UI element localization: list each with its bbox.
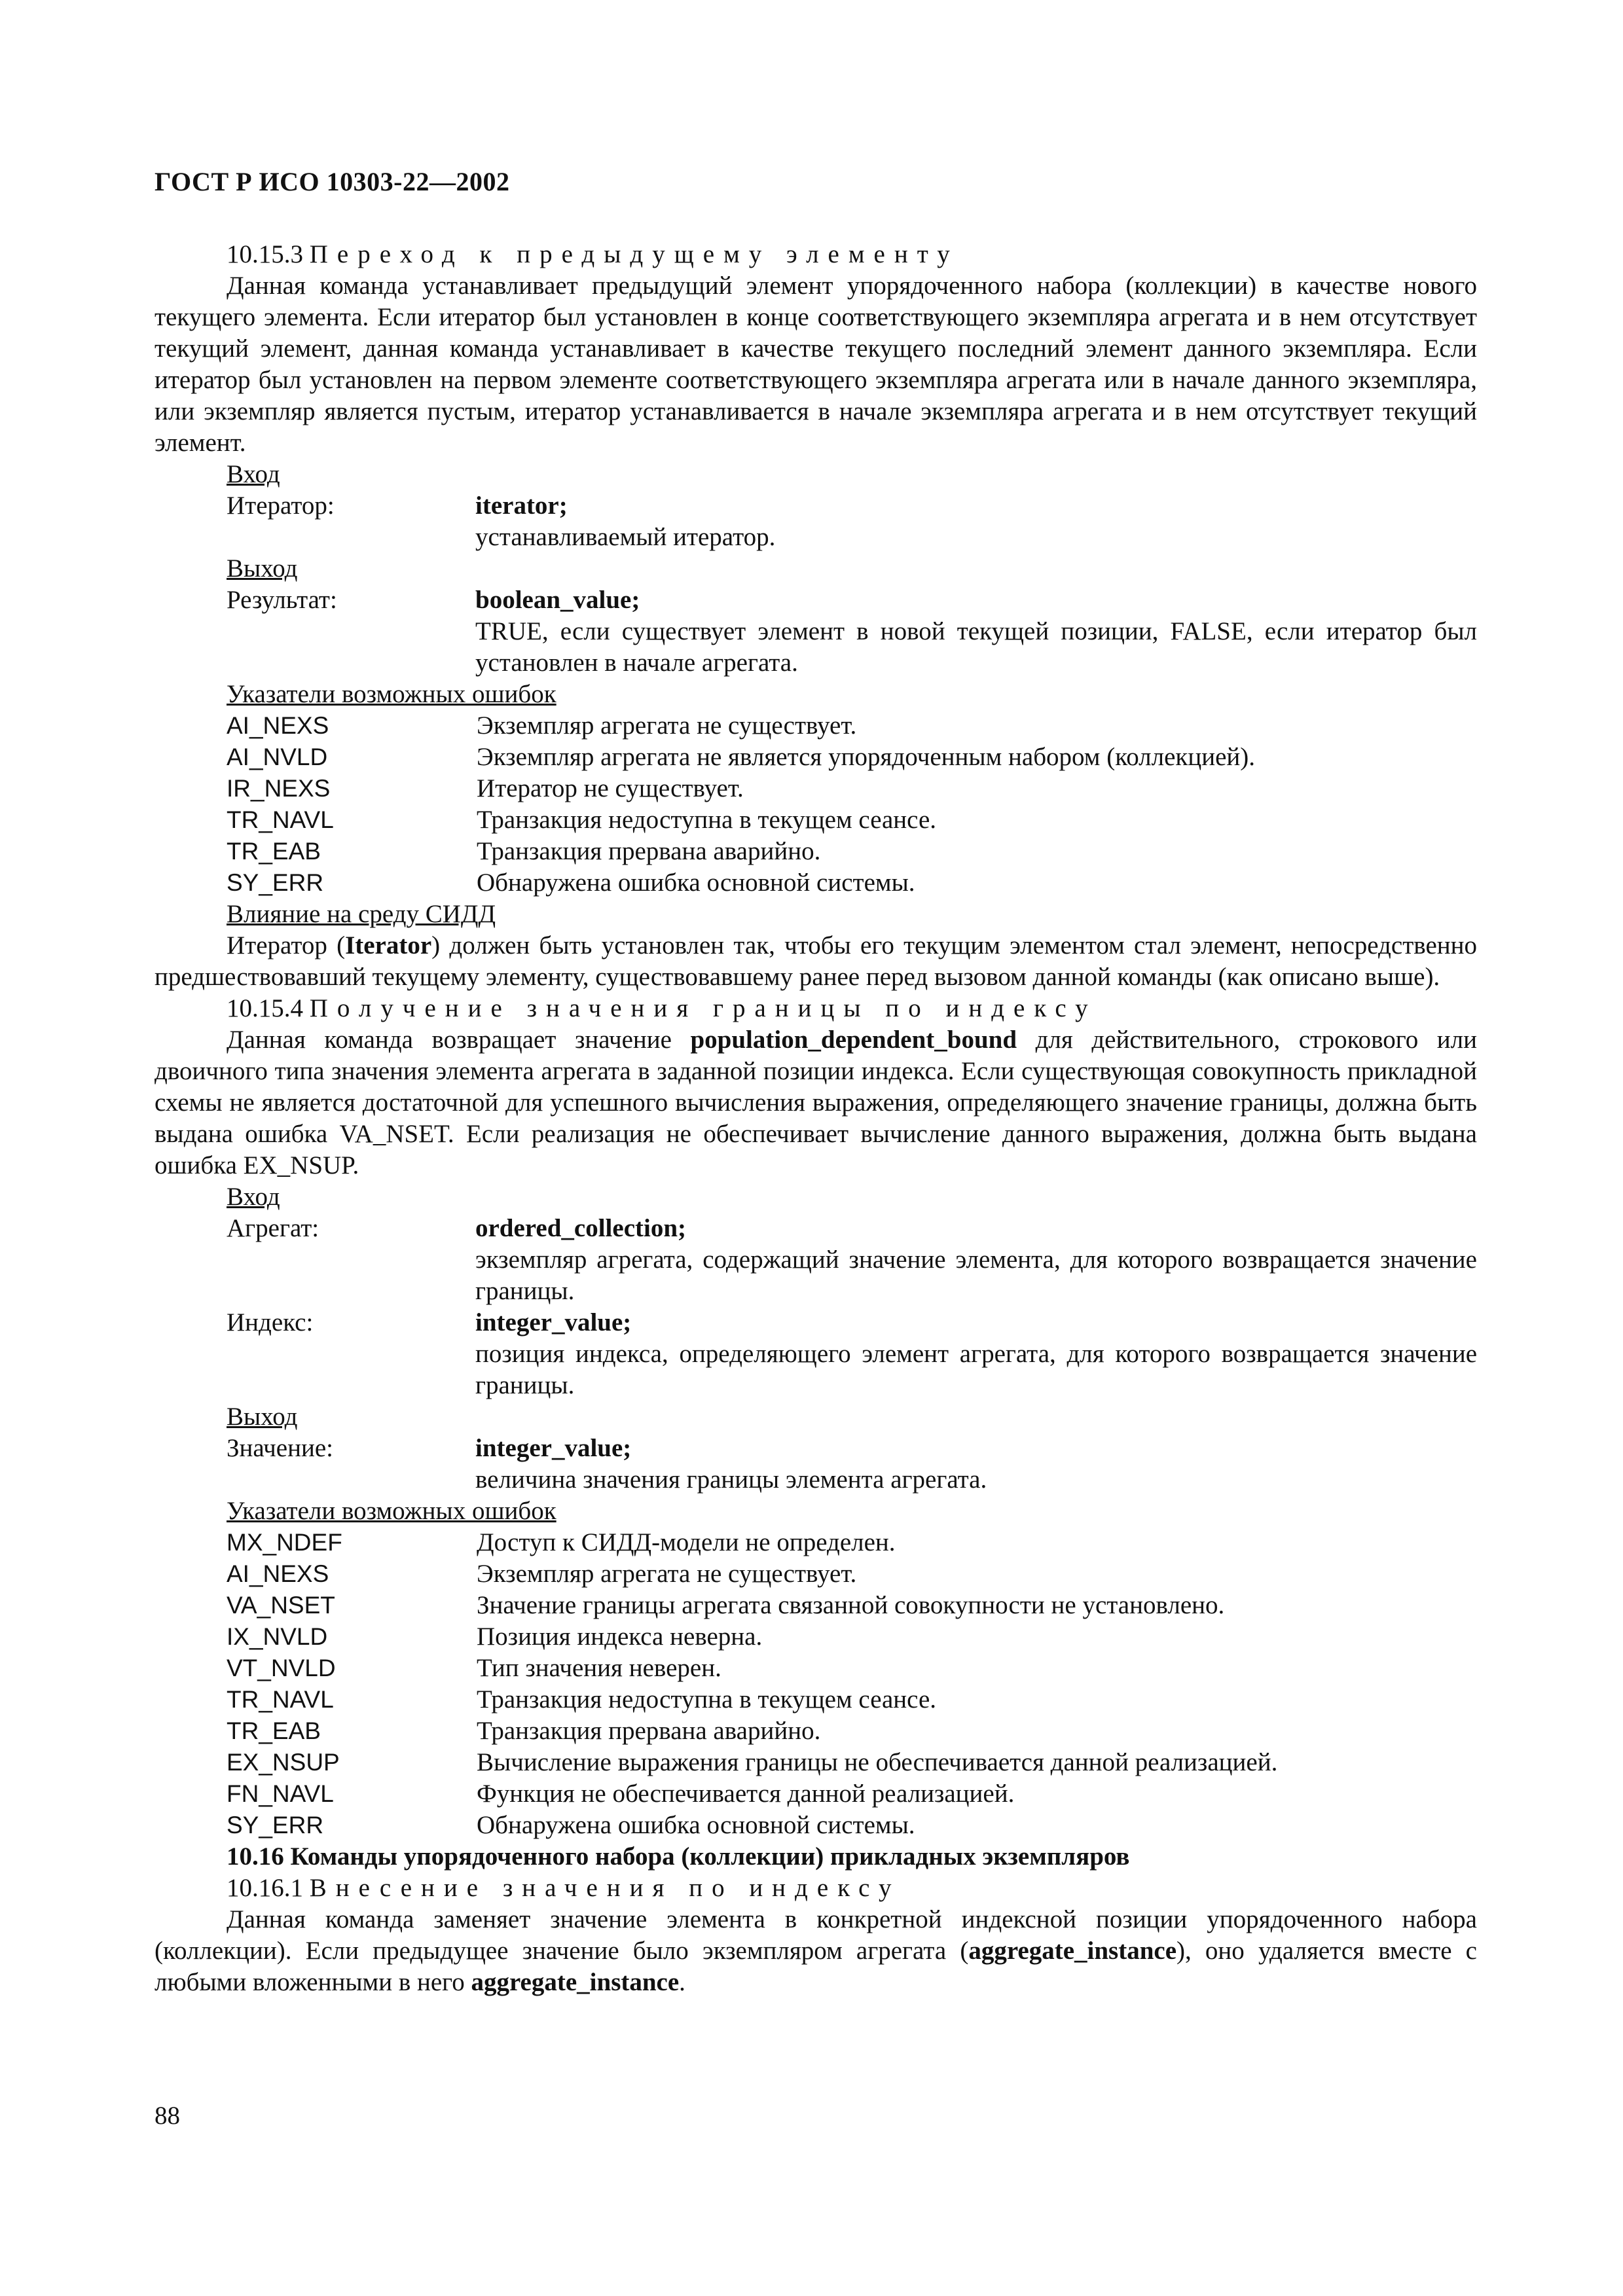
error-text: Экземпляр агрегата не существует. — [477, 1560, 857, 1588]
error-row — [227, 1590, 1477, 1621]
error-row — [227, 836, 1477, 867]
param-row — [227, 1213, 1477, 1307]
error-row — [227, 1527, 1477, 1558]
error-code: VT_NVLD — [227, 1655, 336, 1681]
error-row — [227, 867, 1477, 899]
section-body: Данная команда устанавливает предыдущий элемент упорядоченного набора (коллекции) в качестве нового текущего элемента. Если итератор был установлен в конце соответствующего экземпляра агрегата и в нем отсутствует текущий элемент, данная команда устанавливает в качестве текущего последний элемент данного экземпляра. Если итератор был установлен на первом элементе соответствующего экземпляра агрегата или в начале данного экземпляра, или экземпляр является пустым, итератор устанавливается в начале экземпляра агрегата и в нем отсутствует текущий элемент. — [155, 272, 1477, 457]
error-code: VA_NSET — [227, 1592, 335, 1619]
error-text: Функция не обеспечивается данной реализацией. — [477, 1780, 1015, 1808]
param-type: iterator; — [475, 492, 568, 520]
error-text: Транзакция недоступна в текущем сеансе. — [477, 806, 937, 834]
param-row — [227, 1433, 1477, 1496]
error-row — [227, 804, 1477, 836]
section-title: Получение значения границы по индексу — [309, 994, 1097, 1022]
error-row — [227, 1621, 1477, 1653]
param-desc: экземпляр агрегата, содержащий значение элемента, для которого возвращается значение границы. — [475, 1246, 1477, 1305]
error-text: Экземпляр агрегата не является упорядоченным набором (коллекцией). — [477, 743, 1256, 771]
input-label: Вход — [227, 1183, 280, 1211]
param-desc: TRUE, если существует элемент в новой текущей позиции, FALSE, если итератор был установлен в начале агрегата. — [475, 617, 1477, 677]
param-name: Результат: — [227, 586, 337, 614]
section-body: Данная команда возвращает значение population_dependent_bound для действительного, строкового или двоичного типа значения элемента агрегата в заданной позиции индекса. Если существующая совокупность прикладной схемы не является достаточной для успешного вычисления выражения, определяющего значение границы, должна быть выдана ошибка VA_NSET. Если реализация не обеспечивает вычисление данного выражения, должна быть выдана ошибка EX_NSUP. — [155, 1026, 1477, 1179]
section-title: Внесение значения по индексу — [309, 1874, 901, 1902]
error-code: TR_EAB — [227, 838, 321, 865]
error-code: AI_NEXS — [227, 1560, 329, 1587]
errors-label: Указатели возможных ошибок — [227, 1497, 556, 1525]
section-heading-10-16-1 — [227, 1873, 1477, 1904]
section-body: Данная команда заменяет значение элемента в конкретной индексной позиции упорядоченного набора (коллекции). Если предыдущее значение было экземпляром агрегата (aggregate_instance), оно удаляется вместе с любыми вложенными в него aggregate_instance. — [155, 1905, 1477, 1996]
param-desc: позиция индекса, определяющего элемент агрегата, для которого возвращается значение границы. — [475, 1340, 1477, 1399]
param-name: Индекс: — [227, 1308, 314, 1336]
error-text: Итератор не существует. — [477, 774, 744, 802]
error-code: TR_EAB — [227, 1717, 321, 1744]
param-row — [227, 1307, 1477, 1401]
errors-label: Указатели возможных ошибок — [227, 680, 556, 708]
error-row — [227, 710, 1477, 742]
param-type: integer_value; — [475, 1434, 632, 1462]
error-code: FN_NAVL — [227, 1780, 334, 1807]
error-row — [227, 742, 1477, 773]
error-code: IR_NEXS — [227, 775, 331, 802]
section-number: 10.15.3 — [227, 240, 303, 268]
error-row — [227, 1684, 1477, 1715]
error-text: Транзакция недоступна в текущем сеансе. — [477, 1685, 937, 1713]
error-text: Позиция индекса неверна. — [477, 1623, 763, 1651]
error-text: Вычисление выражения границы не обеспечивается данной реализацией. — [477, 1748, 1278, 1776]
input-label: Вход — [227, 460, 280, 488]
effect-body: Итератор (Iterator) должен быть установлен так, чтобы его текущим элементом стал элемент, непосредственно предшествовавший текущему элементу, существовавшему ранее перед вызовом данной команды (как описано выше). — [155, 931, 1477, 991]
error-text: Обнаружена ошибка основной системы. — [477, 869, 915, 897]
param-type: boolean_value; — [475, 586, 640, 614]
error-code: SY_ERR — [227, 1812, 324, 1839]
error-row — [227, 773, 1477, 804]
error-code: TR_NAVL — [227, 806, 334, 833]
error-text: Транзакция прервана аварийно. — [477, 837, 821, 865]
param-name: Значение: — [227, 1434, 333, 1462]
error-text: Обнаружена ошибка основной системы. — [477, 1811, 915, 1839]
section-title: Переход к предыдущему элементу — [309, 240, 959, 268]
param-name: Итератор: — [227, 492, 335, 520]
section-heading-10-15-3 — [227, 239, 1477, 270]
param-desc: устанавливаемый итератор. — [475, 523, 776, 551]
param-name: Агрегат: — [227, 1214, 319, 1242]
error-row — [227, 1558, 1477, 1590]
error-row — [227, 1653, 1477, 1684]
error-code: AI_NVLD — [227, 744, 328, 770]
section-heading-10-16: 10.16 Команды упорядоченного набора (коллекции) прикладных экземпляров — [227, 1842, 1130, 1871]
error-row — [227, 1715, 1477, 1747]
param-type: ordered_collection; — [475, 1214, 687, 1242]
document-header: ГОСТ Р ИСО 10303-22—2002 — [155, 167, 510, 196]
error-row — [227, 1747, 1477, 1778]
error-text: Значение границы агрегата связанной совокупности не установлено. — [477, 1591, 1225, 1619]
output-label: Выход — [227, 554, 298, 583]
document-body — [155, 239, 1477, 1998]
error-code: SY_ERR — [227, 869, 324, 896]
section-number: 10.15.4 — [227, 994, 303, 1022]
error-text: Транзакция прервана аварийно. — [477, 1717, 821, 1745]
error-text: Доступ к СИДД-модели не определен. — [477, 1528, 896, 1556]
param-row — [227, 584, 1477, 679]
effect-label: Влияние на среду СИДД — [227, 900, 496, 928]
section-number: 10.16.1 — [227, 1874, 303, 1902]
param-type: integer_value; — [475, 1308, 632, 1336]
error-text: Тип значения неверен. — [477, 1654, 721, 1682]
output-label: Выход — [227, 1403, 298, 1431]
error-text: Экземпляр агрегата не существует. — [477, 711, 857, 740]
param-row — [227, 490, 1477, 553]
error-row — [227, 1810, 1477, 1841]
error-code: IX_NVLD — [227, 1623, 328, 1650]
error-row — [227, 1778, 1477, 1810]
error-code: EX_NSUP — [227, 1749, 340, 1776]
error-code: MX_NDEF — [227, 1529, 342, 1556]
error-code: AI_NEXS — [227, 712, 329, 739]
section-heading-10-15-4 — [227, 993, 1477, 1024]
error-code: TR_NAVL — [227, 1686, 334, 1713]
param-desc: величина значения границы элемента агрегата. — [475, 1465, 987, 1494]
page-number: 88 — [155, 2102, 180, 2130]
